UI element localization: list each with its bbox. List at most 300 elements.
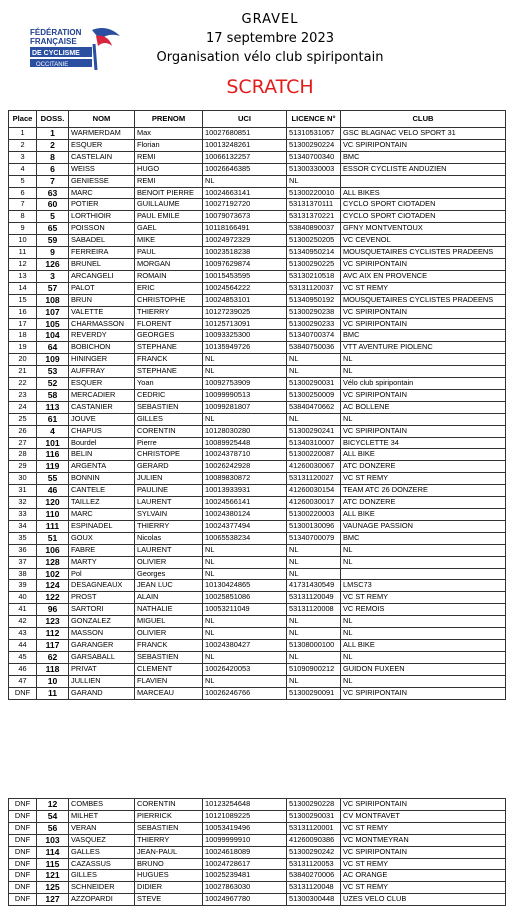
col-licence-cell: NL xyxy=(287,544,341,556)
col-prenom-cell: REMI xyxy=(135,175,203,187)
col-uci-cell: 10026646385 xyxy=(203,163,287,175)
col-nom-cell: CASTELAIN xyxy=(69,151,135,163)
col-place-cell: 45 xyxy=(9,651,37,663)
col-doss-cell: 121 xyxy=(37,870,69,882)
col-uci-cell: 10027680851 xyxy=(203,128,287,140)
col-uci-cell: 10024728617 xyxy=(203,858,287,870)
col-place-cell: 44 xyxy=(9,639,37,651)
col-uci-cell: 10013933931 xyxy=(203,485,287,497)
table-row xyxy=(9,799,506,811)
col-uci-cell: NL xyxy=(203,544,287,556)
col-uci-cell: 10024377494 xyxy=(203,520,287,532)
col-prenom-cell: FRANCK xyxy=(135,639,203,651)
col-licence-cell: 51300220003 xyxy=(287,509,341,521)
col-nom-cell: MERCADIER xyxy=(69,389,135,401)
logo-line-4: OCCITANIE xyxy=(36,62,69,68)
col-place-cell: DNF xyxy=(9,822,37,834)
col-doss-cell: 128 xyxy=(37,556,69,568)
col-club-cell: CYCLO SPORT CIOTADEN xyxy=(341,199,506,211)
table-row xyxy=(9,497,506,509)
col-place-cell: 23 xyxy=(9,389,37,401)
col-uci-cell: 10024618089 xyxy=(203,846,287,858)
col-uci-cell: 10130424865 xyxy=(203,580,287,592)
col-doss-cell: 11 xyxy=(37,687,69,699)
col-doss-cell: 65 xyxy=(37,223,69,235)
col-doss-cell: 109 xyxy=(37,354,69,366)
col-licence-cell: 53131370221 xyxy=(287,211,341,223)
col-doss-cell: 1 xyxy=(37,128,69,140)
col-prenom-cell: GILLES xyxy=(135,413,203,425)
col-uci-cell: 10026420053 xyxy=(203,663,287,675)
col-club-cell: AC ORANGE xyxy=(341,870,506,882)
col-prenom-cell: PAUL xyxy=(135,247,203,259)
col-doss-cell: 103 xyxy=(37,834,69,846)
col-nom-cell: CAZASSUS xyxy=(69,858,135,870)
col-doss-cell: 105 xyxy=(37,318,69,330)
col-club-cell: ATC DONZERE xyxy=(341,461,506,473)
col-licence-cell: NL xyxy=(287,628,341,640)
col-doss-cell: 126 xyxy=(37,258,69,270)
col-nom-cell: GARSABALL xyxy=(69,651,135,663)
col-prenom-cell: GEORGES xyxy=(135,330,203,342)
col-licence-cell: 51300290091 xyxy=(287,687,341,699)
col-place-cell: 47 xyxy=(9,675,37,687)
col-licence-cell: NL xyxy=(287,616,341,628)
col-prenom-cell: Georges xyxy=(135,568,203,580)
col-uci-cell: NL xyxy=(203,354,287,366)
col-nom-cell: PROST xyxy=(69,592,135,604)
col-uci-cell: 10024564222 xyxy=(203,282,287,294)
col-nom-cell: CHAPUS xyxy=(69,425,135,437)
col-prenom-cell: HUGO xyxy=(135,163,203,175)
col-place-cell: 3 xyxy=(9,151,37,163)
col-place-cell: 15 xyxy=(9,294,37,306)
col-nom-cell: DESAGNEAUX xyxy=(69,580,135,592)
col-licence-cell: 53131120008 xyxy=(287,604,341,616)
col-nom-cell: BOBICHON xyxy=(69,342,135,354)
col-place-cell: DNF xyxy=(9,894,37,906)
col-licence-cell: 51300290224 xyxy=(287,139,341,151)
col-licence-cell: NL xyxy=(287,354,341,366)
col-doss-cell: 4 xyxy=(37,425,69,437)
table-row xyxy=(9,378,506,390)
col-nom-cell: SABADEL xyxy=(69,235,135,247)
col-prenom-cell: JEAN-PAUL xyxy=(135,846,203,858)
col-prenom-cell: JEAN LUC xyxy=(135,580,203,592)
col-place-cell: 26 xyxy=(9,425,37,437)
event-name: GRAVEL xyxy=(241,12,299,27)
table-row xyxy=(9,199,506,211)
col-nom-cell: LORTHIOIR xyxy=(69,211,135,223)
col-prenom-cell: MORGAN xyxy=(135,258,203,270)
col-club-cell: VC SPIRIPONTAIN xyxy=(341,799,506,811)
col-place-cell: 16 xyxy=(9,306,37,318)
col-doss-cell: 114 xyxy=(37,846,69,858)
col-uci-cell: 10025851086 xyxy=(203,592,287,604)
col-doss-cell: 53 xyxy=(37,366,69,378)
col-place-cell: 8 xyxy=(9,211,37,223)
col-prenom-cell: SEBASTIEN xyxy=(135,651,203,663)
col-nom-cell: BONNIN xyxy=(69,473,135,485)
col-place-cell: DNF xyxy=(9,870,37,882)
col-place-cell: 9 xyxy=(9,223,37,235)
col-uci-cell: 10066132257 xyxy=(203,151,287,163)
col-club-cell: BMC xyxy=(341,330,506,342)
col-uci-cell: 10065538234 xyxy=(203,532,287,544)
col-prenom-cell: Max xyxy=(135,128,203,140)
table-row xyxy=(9,604,506,616)
col-licence-cell: NL xyxy=(287,556,341,568)
col-place-cell: 1 xyxy=(9,128,37,140)
col-doss-cell: 96 xyxy=(37,604,69,616)
col-doss-cell: 120 xyxy=(37,497,69,509)
col-club-header: CLUB xyxy=(341,111,506,128)
table-row xyxy=(9,247,506,259)
col-doss-cell: 51 xyxy=(37,532,69,544)
col-club-cell: VC SPIRIPONTAIN xyxy=(341,687,506,699)
col-club-cell: GSC BLAGNAC VELO SPORT 31 xyxy=(341,128,506,140)
col-licence-cell: 51300130096 xyxy=(287,520,341,532)
table-row xyxy=(9,163,506,175)
table-row xyxy=(9,175,506,187)
table-row xyxy=(9,616,506,628)
col-place-cell: DNF xyxy=(9,687,37,699)
col-doss-cell: 46 xyxy=(37,485,69,497)
col-prenom-cell: REMI xyxy=(135,151,203,163)
col-licence-cell: 53131370111 xyxy=(287,199,341,211)
col-nom-cell: AZZOPARDI xyxy=(69,894,135,906)
col-doss-cell: 6 xyxy=(37,163,69,175)
table-row xyxy=(9,139,506,151)
col-club-cell: VTT AVENTURE PIOLENC xyxy=(341,342,506,354)
col-licence-cell: 53840270006 xyxy=(287,870,341,882)
col-club-cell: LMSC73 xyxy=(341,580,506,592)
col-uci-cell: 10026246766 xyxy=(203,687,287,699)
col-nom-cell: POTIER xyxy=(69,199,135,211)
col-prenom-cell: FRANCK xyxy=(135,354,203,366)
col-prenom-cell: STEPHANE xyxy=(135,342,203,354)
col-place-cell: 24 xyxy=(9,401,37,413)
logo-line-3: DE CYCLISME xyxy=(32,50,80,57)
dnf-table xyxy=(8,798,506,906)
col-licence-cell: 51300330003 xyxy=(287,163,341,175)
col-place-cell: 11 xyxy=(9,247,37,259)
col-licence-cell: NL xyxy=(287,175,341,187)
col-prenom-cell: PAUL EMILE xyxy=(135,211,203,223)
col-place-cell: 46 xyxy=(9,663,37,675)
col-club-cell: AVC AIX EN PROVENCE xyxy=(341,270,506,282)
table-row xyxy=(9,258,506,270)
col-club-cell: VC SPIRIPONTAIN xyxy=(341,306,506,318)
col-club-cell: UZES VELO CLUB xyxy=(341,894,506,906)
table-row xyxy=(9,846,506,858)
col-licence-cell: 51300300448 xyxy=(287,894,341,906)
col-uci-cell: 10128030280 xyxy=(203,425,287,437)
col-place-cell: 27 xyxy=(9,437,37,449)
col-prenom-cell: JULIEN xyxy=(135,473,203,485)
col-uci-cell: 10089925448 xyxy=(203,437,287,449)
col-licence-cell: 53131120001 xyxy=(287,822,341,834)
col-uci-cell: 10024967780 xyxy=(203,894,287,906)
col-club-cell: VC ST REMY xyxy=(341,282,506,294)
table-row xyxy=(9,342,506,354)
col-prenom-cell: STEVE xyxy=(135,894,203,906)
table-row xyxy=(9,651,506,663)
table-row xyxy=(9,151,506,163)
col-uci-cell: 10053419496 xyxy=(203,822,287,834)
col-doss-cell: 60 xyxy=(37,199,69,211)
col-nom-cell: Pol xyxy=(69,568,135,580)
col-place-cell: 32 xyxy=(9,497,37,509)
col-club-cell: TEAM ATC 26 DONZERE xyxy=(341,485,506,497)
col-uci-cell: NL xyxy=(203,675,287,687)
col-prenom-cell: MARCEAU xyxy=(135,687,203,699)
col-club-cell: BMC xyxy=(341,151,506,163)
table-row xyxy=(9,532,506,544)
col-club-cell: ALL BIKE xyxy=(341,449,506,461)
col-prenom-cell: THIERRY xyxy=(135,306,203,318)
col-doss-cell: 102 xyxy=(37,568,69,580)
col-place-cell: 43 xyxy=(9,628,37,640)
table-row xyxy=(9,870,506,882)
col-licence-cell: 51300250009 xyxy=(287,389,341,401)
col-uci-cell: NL xyxy=(203,556,287,568)
col-nom-cell: MARTY xyxy=(69,556,135,568)
col-prenom-cell: FLORENT xyxy=(135,318,203,330)
col-doss-cell: 125 xyxy=(37,882,69,894)
col-uci-cell: NL xyxy=(203,568,287,580)
col-uci-cell: 10093325300 xyxy=(203,330,287,342)
col-uci-cell: 10024566141 xyxy=(203,497,287,509)
col-doss-cell: 106 xyxy=(37,544,69,556)
col-club-cell: VC SPIRIPONTAIN xyxy=(341,258,506,270)
col-club-cell: ESSOR CYCLISTE ANDUZIEN xyxy=(341,163,506,175)
table-row xyxy=(9,223,506,235)
col-licence-cell: 41260030154 xyxy=(287,485,341,497)
col-licence-cell: 51300220087 xyxy=(287,449,341,461)
col-nom-cell: ESQUER xyxy=(69,378,135,390)
table-row xyxy=(9,509,506,521)
col-nom-cell: WEISS xyxy=(69,163,135,175)
col-doss-cell: 101 xyxy=(37,437,69,449)
col-nom-cell: Bourdel xyxy=(69,437,135,449)
federation-logo xyxy=(30,26,126,78)
col-doss-cell: 113 xyxy=(37,401,69,413)
col-doss-cell: 107 xyxy=(37,306,69,318)
col-licence-cell: 51340950192 xyxy=(287,294,341,306)
col-nom-cell: GARANGER xyxy=(69,639,135,651)
col-club-cell: VC SPIRIPONTAIN xyxy=(341,318,506,330)
col-licence-cell: 51300250205 xyxy=(287,235,341,247)
col-licence-cell: 53840750036 xyxy=(287,342,341,354)
col-club-cell: MOUSQUETAIRES CYCLISTES PRADEENS xyxy=(341,247,506,259)
col-club-cell: ALL BIKE xyxy=(341,509,506,521)
col-licence-cell: 53131120053 xyxy=(287,858,341,870)
event-date: 17 septembre 2023 xyxy=(206,31,334,46)
col-uci-cell: 10023518238 xyxy=(203,247,287,259)
col-nom-cell: REVERDY xyxy=(69,330,135,342)
col-club-cell: NL xyxy=(341,544,506,556)
col-uci-cell: 10089830872 xyxy=(203,473,287,485)
col-prenom-cell: CHRISTOPHE xyxy=(135,294,203,306)
col-nom-cell: SCHNEIDER xyxy=(69,882,135,894)
table-row xyxy=(9,449,506,461)
col-prenom-cell: GERARD xyxy=(135,461,203,473)
table-row xyxy=(9,834,506,846)
col-uci-cell: 10123254648 xyxy=(203,799,287,811)
col-nom-cell: MARC xyxy=(69,187,135,199)
col-prenom-cell: ERIC xyxy=(135,282,203,294)
col-uci-cell: NL xyxy=(203,628,287,640)
col-prenom-cell: NATHALIE xyxy=(135,604,203,616)
col-club-cell: AC BOLLENE xyxy=(341,401,506,413)
col-doss-cell: 111 xyxy=(37,520,69,532)
col-place-cell: 18 xyxy=(9,330,37,342)
col-place-cell: 25 xyxy=(9,413,37,425)
col-nom-cell: GARAND xyxy=(69,687,135,699)
col-place-cell: 31 xyxy=(9,485,37,497)
col-place-cell: 36 xyxy=(9,544,37,556)
col-place-cell: 14 xyxy=(9,282,37,294)
col-uci-cell: 10024378710 xyxy=(203,449,287,461)
col-licence-cell: 51090900212 xyxy=(287,663,341,675)
col-prenom-cell: CLEMENT xyxy=(135,663,203,675)
col-nom-cell: ESPINADEL xyxy=(69,520,135,532)
col-place-cell: DNF xyxy=(9,846,37,858)
col-nom-cell: MARC xyxy=(69,509,135,521)
col-place-cell: 42 xyxy=(9,616,37,628)
table-row xyxy=(9,822,506,834)
col-club-cell: VC REMOIS xyxy=(341,604,506,616)
col-nom-cell: SARTORI xyxy=(69,604,135,616)
table-row xyxy=(9,580,506,592)
logo-line-1: FÉDÉRATION xyxy=(30,28,82,37)
col-prenom-cell: ROMAIN xyxy=(135,270,203,282)
col-doss-cell: 7 xyxy=(37,175,69,187)
col-nom-cell: CASTANIER xyxy=(69,401,135,413)
col-doss-cell: 56 xyxy=(37,822,69,834)
col-place-cell: 12 xyxy=(9,258,37,270)
col-place-cell: 10 xyxy=(9,235,37,247)
table-row xyxy=(9,425,506,437)
col-uci-cell: 10099990513 xyxy=(203,389,287,401)
col-doss-cell: 57 xyxy=(37,282,69,294)
col-uci-cell: NL xyxy=(203,366,287,378)
col-place-cell: 38 xyxy=(9,568,37,580)
col-place-cell: DNF xyxy=(9,810,37,822)
col-licence-cell: NL xyxy=(287,651,341,663)
col-club-cell xyxy=(341,175,506,187)
col-doss-cell: 63 xyxy=(37,187,69,199)
col-prenom-cell: MIKE xyxy=(135,235,203,247)
col-place-cell: 33 xyxy=(9,509,37,521)
col-doss-cell: 122 xyxy=(37,592,69,604)
col-doss-cell: 54 xyxy=(37,810,69,822)
col-uci-cell: 10024972329 xyxy=(203,235,287,247)
col-licence-cell: 53840890037 xyxy=(287,223,341,235)
col-prenom-cell: SYLVAIN xyxy=(135,509,203,521)
col-uci-cell: 10024853101 xyxy=(203,294,287,306)
col-licence-cell: 41260090386 xyxy=(287,834,341,846)
col-nom-cell: MASSON xyxy=(69,628,135,640)
col-place-cell: 41 xyxy=(9,604,37,616)
table-row xyxy=(9,389,506,401)
col-club-cell: BMC xyxy=(341,532,506,544)
col-nom-cell: PRIVAT xyxy=(69,663,135,675)
col-prenom-cell: CORENTIN xyxy=(135,425,203,437)
table-row xyxy=(9,282,506,294)
col-uci-cell: 10053211049 xyxy=(203,604,287,616)
col-club-cell: VC SPIRIPONTAIN xyxy=(341,139,506,151)
col-doss-cell: 9 xyxy=(37,247,69,259)
col-licence-cell: 51300220010 xyxy=(287,187,341,199)
col-nom-cell: FERREIRA xyxy=(69,247,135,259)
col-doss-cell: 61 xyxy=(37,413,69,425)
col-licence-cell: 51340700374 xyxy=(287,330,341,342)
col-place-cell: 5 xyxy=(9,175,37,187)
col-place-cell: DNF xyxy=(9,858,37,870)
col-place-cell: 20 xyxy=(9,354,37,366)
col-prenom-cell: DIDIER xyxy=(135,882,203,894)
col-prenom-cell: GUILLAUME xyxy=(135,199,203,211)
col-club-cell: NL xyxy=(341,675,506,687)
col-prenom-cell: Yoan xyxy=(135,378,203,390)
col-doss-cell: 64 xyxy=(37,342,69,354)
col-nom-cell: MILHET xyxy=(69,810,135,822)
col-doss-cell: 110 xyxy=(37,509,69,521)
col-licence-cell: 51300290225 xyxy=(287,258,341,270)
col-doss-cell: 58 xyxy=(37,389,69,401)
col-club-cell: VC SPIRIPONTAIN xyxy=(341,425,506,437)
col-place-cell: 30 xyxy=(9,473,37,485)
col-nom-cell: JOUVE xyxy=(69,413,135,425)
col-nom-cell: COMBES xyxy=(69,799,135,811)
col-uci-cell: 10015453595 xyxy=(203,270,287,282)
col-place-cell: DNF xyxy=(9,882,37,894)
col-nom-cell: ARCANGELI xyxy=(69,270,135,282)
col-licence-header: LICENCE N° xyxy=(287,111,341,128)
col-club-cell: VC ST REMY xyxy=(341,592,506,604)
col-licence-cell: 51308000100 xyxy=(287,639,341,651)
col-club-cell: NL xyxy=(341,366,506,378)
col-place-cell: 21 xyxy=(9,366,37,378)
col-licence-cell: 51300290238 xyxy=(287,306,341,318)
table-row xyxy=(9,461,506,473)
col-licence-cell: 41260030017 xyxy=(287,497,341,509)
col-doss-cell: 104 xyxy=(37,330,69,342)
col-nom-cell: ESQUER xyxy=(69,139,135,151)
table-row xyxy=(9,663,506,675)
col-prenom-cell: THIERRY xyxy=(135,520,203,532)
table-header-row xyxy=(9,111,506,128)
table-row xyxy=(9,354,506,366)
col-licence-cell: 51340700079 xyxy=(287,532,341,544)
col-nom-cell: PALOT xyxy=(69,282,135,294)
col-club-cell: MOUSQUETAIRES CYCLISTES PRADEENS xyxy=(341,294,506,306)
col-doss-header: DOSS. xyxy=(37,111,69,128)
col-club-cell: NL xyxy=(341,616,506,628)
col-doss-cell: 112 xyxy=(37,628,69,640)
col-place-cell: 4 xyxy=(9,163,37,175)
col-place-header: Place xyxy=(9,111,37,128)
col-uci-cell: 10024380427 xyxy=(203,639,287,651)
col-nom-cell: VERAN xyxy=(69,822,135,834)
col-doss-cell: 115 xyxy=(37,858,69,870)
table-row xyxy=(9,294,506,306)
col-doss-cell: 2 xyxy=(37,139,69,151)
col-place-cell: DNF xyxy=(9,799,37,811)
col-nom-cell: HININGER xyxy=(69,354,135,366)
